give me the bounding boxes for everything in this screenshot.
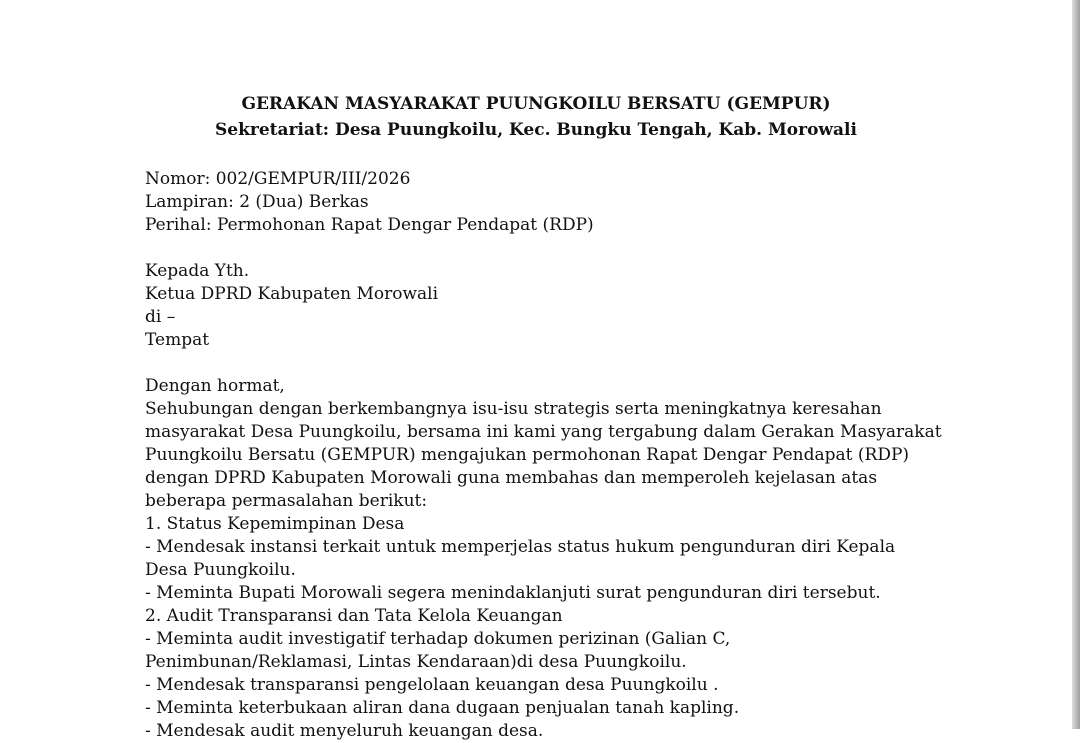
paragraph-line: beberapa permasalahan berikut:: [145, 491, 428, 511]
salutation: Dengan hormat,: [145, 376, 285, 396]
organization-title: GERAKAN MASYARAKAT PUUNGKOILU BERSATU (GEMPUR): [241, 94, 831, 114]
letter-number: Nomor: 002/GEMPUR/III/2026: [145, 169, 411, 189]
list-item: Desa Puungkoilu.: [145, 560, 296, 580]
recipient-greeting: Kepada Yth.: [145, 261, 250, 281]
letter-subject: Perihal: Permohonan Rapat Dengar Pendapat (RDP): [145, 215, 594, 235]
paragraph-line: masyarakat Desa Puungkoilu, bersama ini kami yang tergabung dalam Gerakan Masyarakat: [145, 422, 942, 442]
list-item: - Meminta audit investigatif terhadap dokumen perizinan (Galian C,: [145, 629, 731, 649]
recipient-name: Ketua DPRD Kabupaten Morowali: [145, 284, 439, 304]
spacer: [145, 237, 925, 260]
scrollbar[interactable]: [1072, 0, 1080, 729]
list-heading: 2. Audit Transparansi dan Tata Kelola Keuangan: [145, 606, 563, 626]
spacer: [145, 352, 925, 375]
recipient-place: Tempat: [145, 330, 210, 350]
letter-attachment: Lampiran: 2 (Dua) Berkas: [145, 192, 369, 212]
recipient-di: di –: [145, 307, 176, 327]
list-item: - Meminta keterbukaan aliran dana dugaan penjualan tanah kapling.: [145, 698, 740, 718]
list-item: - Mendesak transparansi pengelolaan keuangan desa Puungkoilu .: [145, 675, 719, 695]
list-heading: 1. Status Kepemimpinan Desa: [145, 514, 405, 534]
paragraph-line: Sehubungan dengan berkembangnya isu-isu strategis serta meningkatnya keresahan: [145, 399, 882, 419]
secretariat-address: Sekretariat: Desa Puungkoilu, Kec. Bungku Tengah, Kab. Morowali: [215, 120, 857, 140]
list-item: - Mendesak instansi terkait untuk memperjelas status hukum pengunduran diri Kepala: [145, 537, 896, 557]
list-item: - Meminta Bupati Morowali segera menindaklanjuti surat pengunduran diri tersebut.: [145, 583, 881, 603]
list-item: - Mendesak audit menyeluruh keuangan desa.: [145, 721, 544, 741]
letter-body: [145, 168, 942, 743]
list-item: Penimbunan/Reklamasi, Lintas Kendaraan)di desa Puungkoilu.: [145, 652, 687, 672]
paragraph-line: Puungkoilu Bersatu (GEMPUR) mengajukan permohonan Rapat Dengar Pendapat (RDP): [145, 445, 910, 465]
paragraph-line: dengan DPRD Kabupaten Morowali guna membahas dan memperoleh kejelasan atas: [145, 468, 878, 488]
